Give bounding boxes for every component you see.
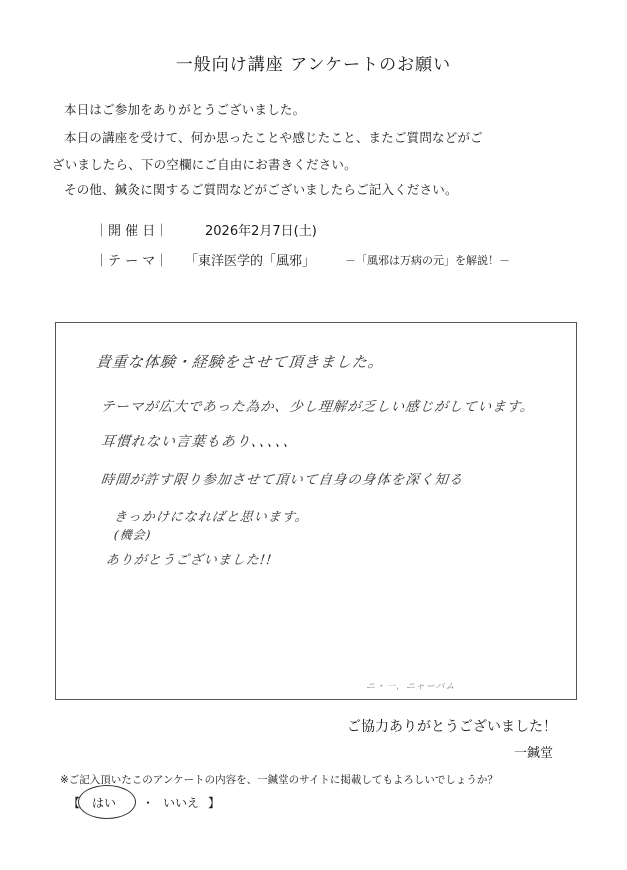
- intro-line: 本日はご参加をありがとうございました。: [64, 102, 306, 117]
- consent-question: ※ご記入頂いたこのアンケートの内容を、一鍼堂のサイトに掲載してもよろしいでしょうか？: [60, 774, 498, 786]
- handwritten-line: 貴重な体験・経験をさせて頂きました。: [95, 353, 385, 371]
- bracket-close: 】: [208, 796, 221, 810]
- handwritten-footnote: ニ・一、ニャーバム: [365, 682, 456, 692]
- consent-separator: ・: [142, 796, 155, 810]
- intro-line: 本日の講座を受けて、何か思ったことや感じたこと、またご質問などがご: [64, 130, 483, 145]
- free-answer-box[interactable]: [55, 322, 577, 700]
- date-label: ｜開 催 日｜: [95, 224, 169, 239]
- organization-name: 一鍼堂: [513, 746, 553, 761]
- consent-yes-option[interactable]: はい: [92, 796, 117, 810]
- handwritten-line: 時間が許す限り参加させて頂いて自身の身体を深く知る: [99, 472, 465, 488]
- handwritten-line: テーマが広大であった為か、少し理解が乏しい感じがしています。: [99, 399, 536, 415]
- bracket-open: 【: [68, 796, 81, 810]
- intro-line: ざいましたら、下の空欄にご自由にお書きください。: [52, 157, 357, 172]
- date-value: 2026年2月7日(土): [205, 224, 317, 239]
- theme-main: 「東洋医学的「風邪」: [185, 254, 316, 269]
- handwritten-line: きっかけになればと思います。: [113, 510, 310, 525]
- page-title: 一般向け講座 アンケートのお願い: [175, 55, 452, 75]
- consent-no-option[interactable]: いいえ: [163, 796, 200, 810]
- handwritten-line: ありがとうございました!!: [105, 553, 274, 568]
- intro-line: その他、鍼灸に関するご質問などがございましたらご記入ください。: [64, 182, 458, 197]
- theme-sub: －「風邪は万病の元」を解説！－: [345, 254, 510, 267]
- handwritten-line: (機会): [113, 528, 153, 542]
- closing-thanks: ご協力ありがとうございました！: [347, 719, 557, 735]
- theme-label: ｜テ ー マ｜: [95, 254, 169, 269]
- handwritten-line: 耳慣れない言葉もあり、、、、、: [100, 434, 299, 450]
